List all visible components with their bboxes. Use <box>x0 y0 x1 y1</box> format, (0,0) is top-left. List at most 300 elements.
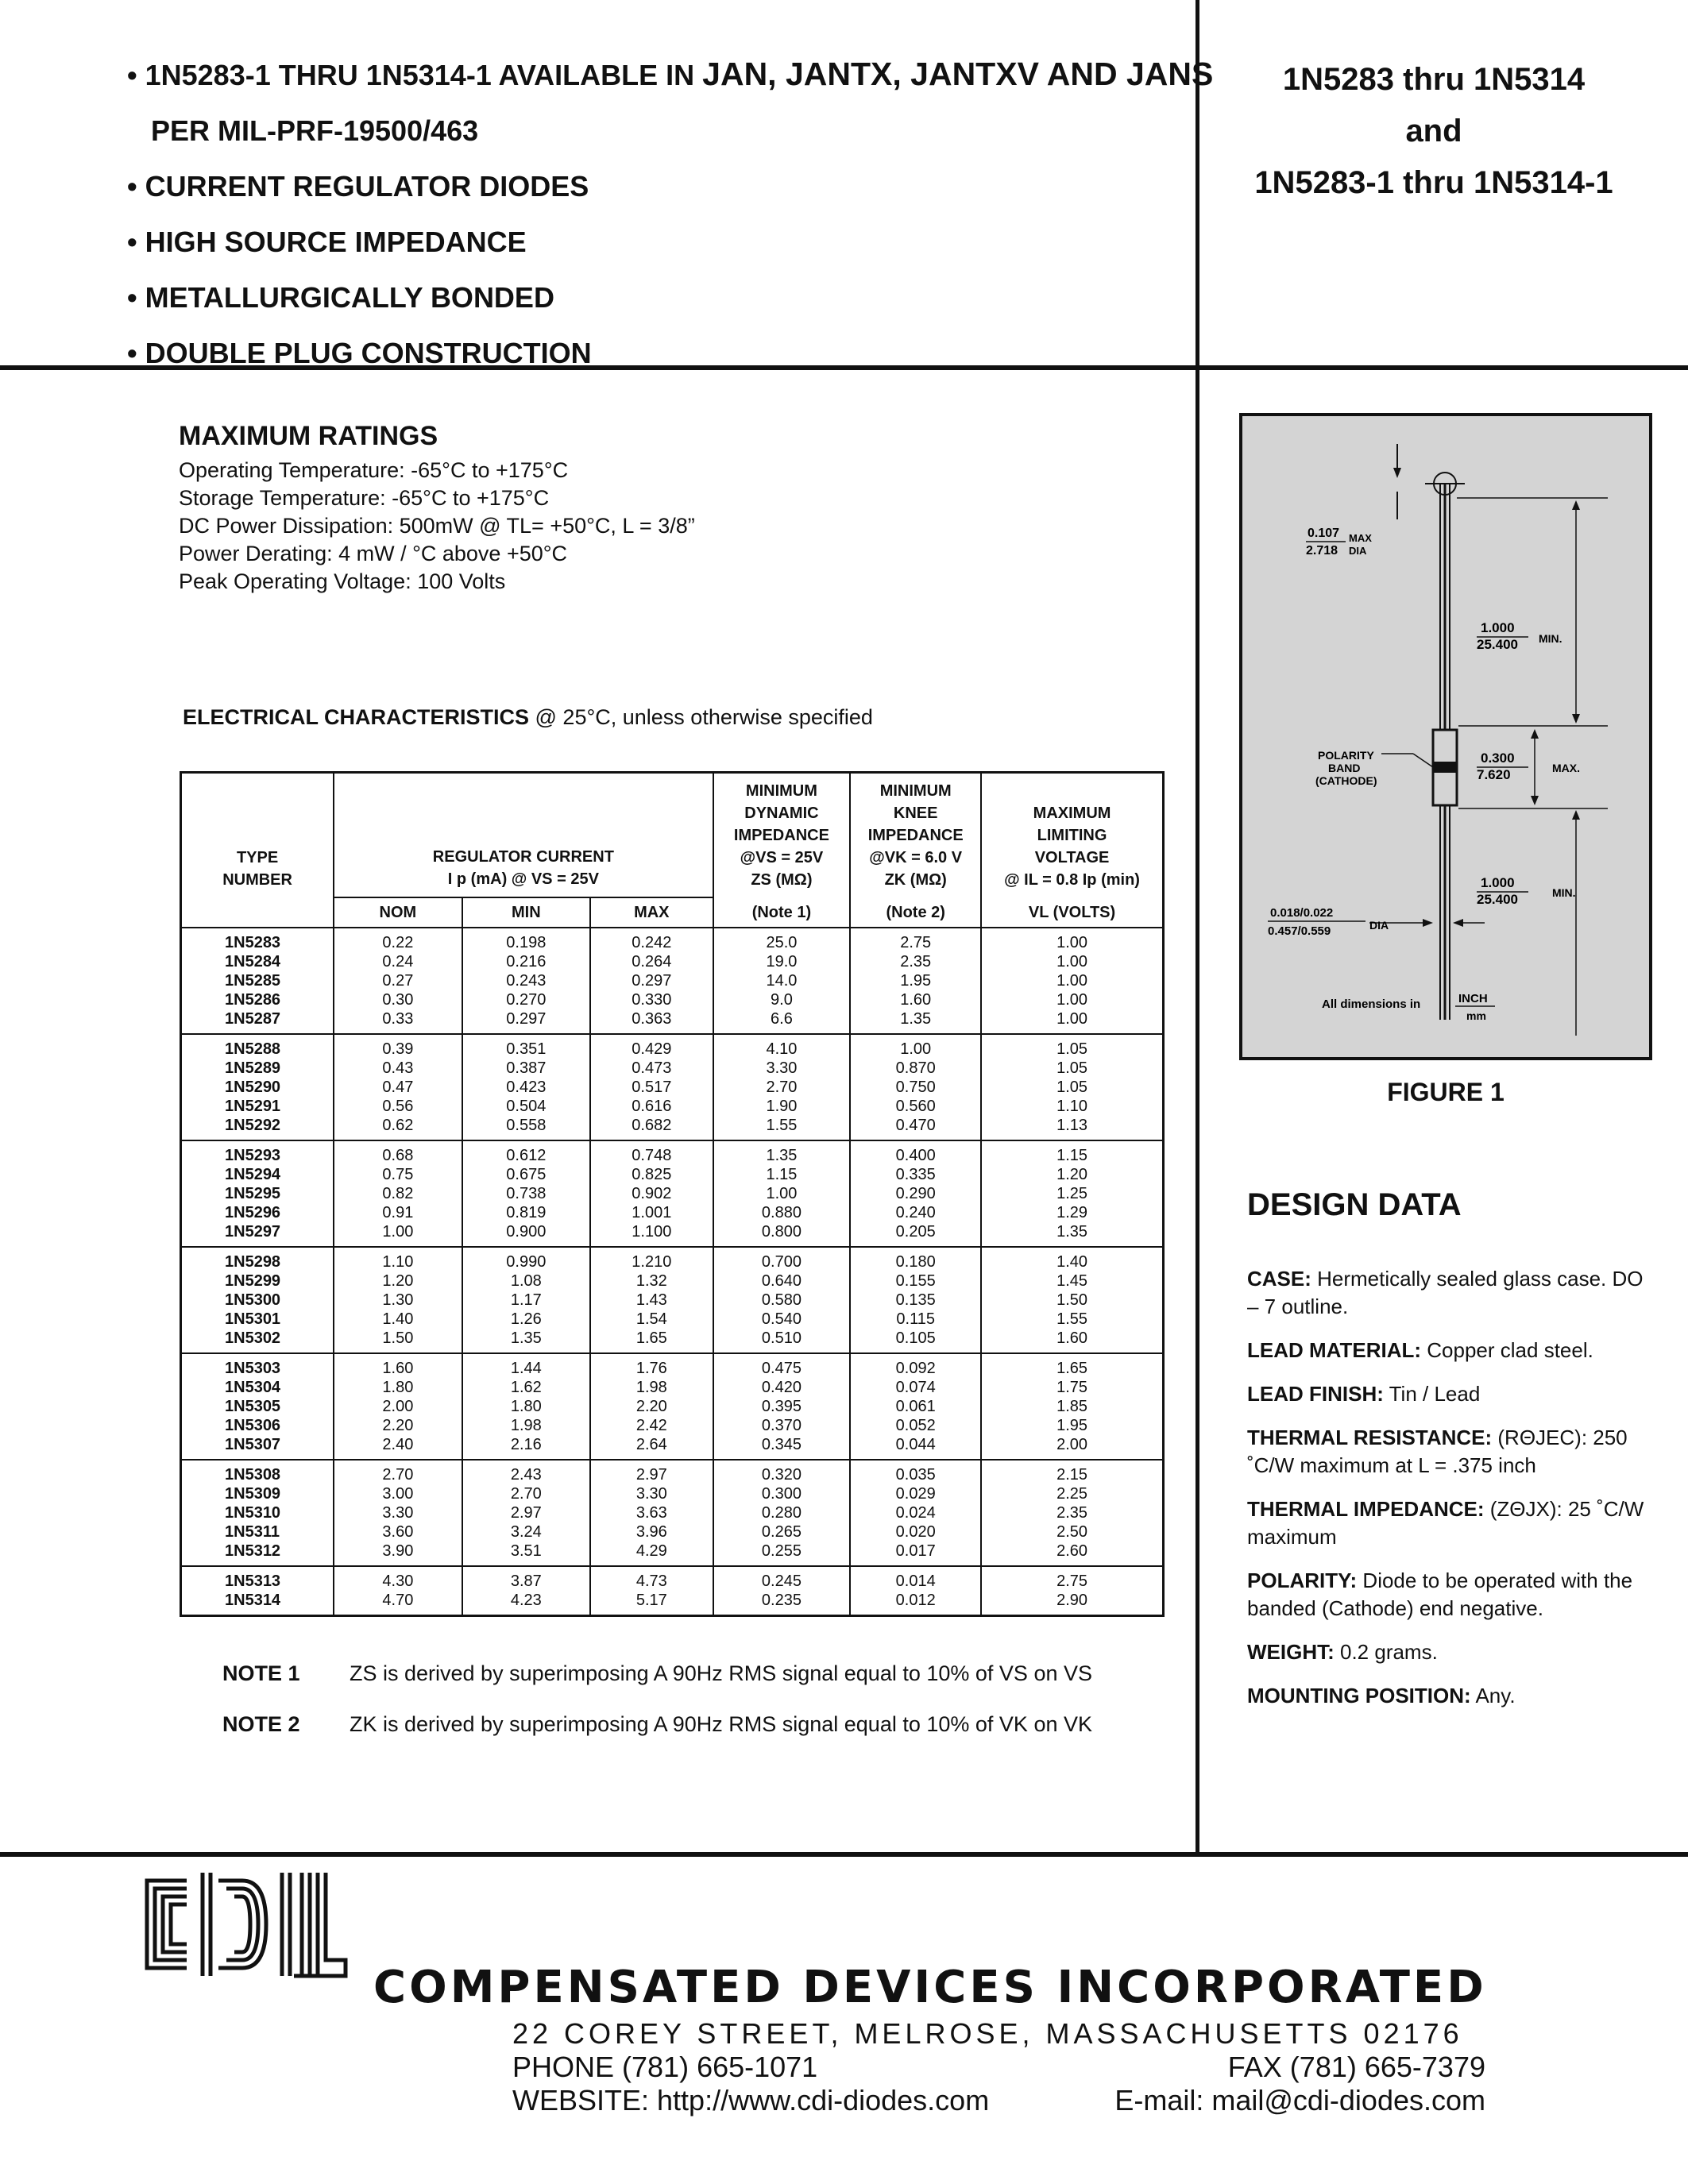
type-number-cell: 1N5284 <box>181 952 334 971</box>
value-cell: 0.240 <box>850 1203 981 1222</box>
type-number-cell: 1N5307 <box>181 1435 334 1460</box>
value-cell: 1.62 <box>462 1378 590 1397</box>
logo-text: cdi <box>131 1865 133 1866</box>
design-key: LEAD FINISH: <box>1247 1382 1384 1406</box>
footer-divider <box>0 1852 1688 1857</box>
table-row <box>181 1522 1164 1542</box>
value-cell: 0.300 <box>713 1484 851 1503</box>
value-cell: 3.30 <box>334 1503 462 1522</box>
design-key: POLARITY: <box>1247 1569 1358 1592</box>
value-cell: 0.870 <box>850 1059 981 1078</box>
polarity-label-1: POLARITY <box>1318 749 1374 762</box>
value-cell: 0.243 <box>462 971 590 990</box>
value-cell: 1.75 <box>981 1378 1163 1397</box>
value-cell: 5.17 <box>590 1591 713 1616</box>
value-cell: 0.363 <box>590 1009 713 1034</box>
type-number-cell: 1N5287 <box>181 1009 334 1034</box>
table-row <box>181 1566 1164 1591</box>
type-number-cell: 1N5308 <box>181 1460 334 1484</box>
design-value: 0.2 grams. <box>1334 1640 1438 1664</box>
value-cell: 0.475 <box>713 1353 851 1378</box>
value-cell: 1.00 <box>981 952 1163 971</box>
value-cell: 1.65 <box>590 1329 713 1353</box>
rating-line: Power Derating: 4 mW / °C above +50°C <box>179 542 568 565</box>
header-line: MINIMUM <box>879 782 952 800</box>
type-number-cell: 1N5299 <box>181 1271 334 1291</box>
value-cell: 0.345 <box>713 1435 851 1460</box>
value-cell: 2.00 <box>334 1397 462 1416</box>
value-cell: 0.044 <box>850 1435 981 1460</box>
table-row <box>181 1484 1164 1503</box>
feature-bullet <box>127 214 1213 270</box>
value-cell: 0.420 <box>713 1378 851 1397</box>
table-row <box>181 1542 1164 1566</box>
value-cell: 3.30 <box>590 1484 713 1503</box>
value-cell: 0.558 <box>462 1116 590 1140</box>
dim-body-mm: 7.620 <box>1477 767 1511 782</box>
value-cell: 19.0 <box>713 952 851 971</box>
header-sub-max: MAX <box>590 897 713 928</box>
value-cell: 0.47 <box>334 1078 462 1097</box>
value-cell: 0.020 <box>850 1522 981 1542</box>
value-cell: 2.25 <box>981 1484 1163 1503</box>
value-cell: 2.16 <box>462 1435 590 1460</box>
dim-bottom-len-inch: 1.000 <box>1481 875 1515 890</box>
units-mm: mm <box>1466 1009 1486 1022</box>
rating-line: Operating Temperature: -65°C to +175°C <box>179 458 569 482</box>
value-cell: 1.10 <box>981 1097 1163 1116</box>
note-2 <box>222 1707 1092 1742</box>
notes <box>222 1656 1092 1758</box>
header-sub-vl: VL (VOLTS) <box>981 897 1163 928</box>
value-cell: 0.265 <box>713 1522 851 1542</box>
value-cell: 2.70 <box>462 1484 590 1503</box>
value-cell: 0.320 <box>713 1460 851 1484</box>
header-limiting <box>981 773 1163 898</box>
value-cell: 1.05 <box>981 1078 1163 1097</box>
value-cell: 3.90 <box>334 1542 462 1566</box>
value-cell: 2.40 <box>334 1435 462 1460</box>
header-sub-min: MIN <box>462 897 590 928</box>
type-number-cell: 1N5286 <box>181 990 334 1009</box>
design-item <box>1247 1638 1660 1666</box>
value-cell: 0.504 <box>462 1097 590 1116</box>
feature-bullets <box>127 46 1213 381</box>
table-row <box>181 971 1164 990</box>
units-note: All dimensions in <box>1322 997 1421 1011</box>
value-cell: 9.0 <box>713 990 851 1009</box>
value-cell: 1.15 <box>713 1165 851 1184</box>
value-cell: 1.35 <box>713 1140 851 1165</box>
design-value: Hermetically sealed glass case. DO – 7 outline. <box>1247 1267 1644 1318</box>
value-cell: 0.014 <box>850 1566 981 1591</box>
header-line: IMPEDANCE <box>867 827 964 844</box>
type-number-cell: 1N5297 <box>181 1222 334 1247</box>
design-value: Diode to be operated with the banded (Cathode) end negative. <box>1247 1569 1633 1620</box>
value-cell: 4.30 <box>334 1566 462 1591</box>
value-cell: 0.700 <box>713 1247 851 1271</box>
value-cell: 4.73 <box>590 1566 713 1591</box>
value-cell: 2.20 <box>590 1397 713 1416</box>
value-cell: 0.024 <box>850 1503 981 1522</box>
value-cell: 6.6 <box>713 1009 851 1034</box>
bullet-text: PER MIL-PRF-19500/463 <box>151 114 479 147</box>
units-inch: INCH <box>1458 992 1488 1005</box>
note-label: NOTE 2 <box>222 1712 300 1736</box>
value-cell: 4.70 <box>334 1591 462 1616</box>
electrical-heading-rest: @ 25°C, unless otherwise specified <box>529 705 873 729</box>
bullet-text: • CURRENT REGULATOR DIODES <box>127 170 589 203</box>
value-cell: 1.40 <box>334 1310 462 1329</box>
value-cell: 0.297 <box>462 1009 590 1034</box>
design-item <box>1247 1567 1660 1623</box>
street-address: 22 COREY STREET, MELROSE, MASSACHUSETTS 02176 <box>512 2017 1463 2050</box>
value-cell: 1.210 <box>590 1247 713 1271</box>
value-cell: 0.900 <box>462 1222 590 1247</box>
value-cell: 1.54 <box>590 1310 713 1329</box>
type-number-cell: 1N5304 <box>181 1378 334 1397</box>
value-cell: 0.750 <box>850 1078 981 1097</box>
table-row <box>181 1247 1164 1271</box>
dim-lead-dia-max: MAX <box>1349 532 1372 544</box>
electrical-heading <box>183 705 873 730</box>
table-row <box>181 1078 1164 1097</box>
value-cell: 0.612 <box>462 1140 590 1165</box>
value-cell: 0.75 <box>334 1165 462 1184</box>
design-item <box>1247 1424 1660 1480</box>
design-item <box>1247 1495 1660 1551</box>
value-cell: 3.51 <box>462 1542 590 1566</box>
value-cell: 0.135 <box>850 1291 981 1310</box>
title-line-2: and <box>1405 114 1462 149</box>
design-key: CASE: <box>1247 1267 1311 1291</box>
type-number-cell: 1N5314 <box>181 1591 334 1616</box>
table-row <box>181 1378 1164 1397</box>
value-cell: 0.245 <box>713 1566 851 1591</box>
header-dynamic <box>713 773 851 898</box>
header-line: @VK = 6.0 V <box>869 849 963 866</box>
value-cell: 0.82 <box>334 1184 462 1203</box>
table-row <box>181 952 1164 971</box>
value-cell: 0.682 <box>590 1116 713 1140</box>
value-cell: 2.97 <box>590 1460 713 1484</box>
dim-wire-mm: 0.457/0.559 <box>1268 924 1331 938</box>
value-cell: 2.50 <box>981 1522 1163 1542</box>
feature-bullet <box>127 103 1213 159</box>
table-row <box>181 1203 1164 1222</box>
type-number-cell: 1N5292 <box>181 1116 334 1140</box>
value-cell: 0.105 <box>850 1329 981 1353</box>
value-cell: 1.15 <box>981 1140 1163 1165</box>
value-cell: 1.76 <box>590 1353 713 1378</box>
value-cell: 0.330 <box>590 990 713 1009</box>
phone: PHONE (781) 665-1071 <box>512 2051 818 2083</box>
header-sub-type <box>181 897 334 928</box>
value-cell: 3.00 <box>334 1484 462 1503</box>
note-text: ZK is derived by superimposing A 90Hz RMS signal equal to 10% of VK on VK <box>350 1712 1092 1736</box>
feature-bullet <box>127 326 1213 381</box>
dim-top-len-inch: 1.000 <box>1481 620 1515 635</box>
type-number-cell: 1N5289 <box>181 1059 334 1078</box>
table-row <box>181 1435 1164 1460</box>
value-cell: 0.39 <box>334 1034 462 1059</box>
value-cell: 1.98 <box>590 1378 713 1397</box>
value-cell: 1.80 <box>462 1397 590 1416</box>
value-cell: 0.470 <box>850 1116 981 1140</box>
fax: FAX (781) 665-7379 <box>1227 2051 1485 2083</box>
design-value: Any. <box>1470 1684 1516 1707</box>
value-cell: 1.00 <box>981 928 1163 952</box>
value-cell: 0.24 <box>334 952 462 971</box>
dim-lead-dia-inch: 0.107 <box>1308 527 1340 540</box>
table-row <box>181 1140 1164 1165</box>
header-line: MAXIMUM <box>1033 805 1111 822</box>
dim-top-len-mm: 25.400 <box>1477 637 1518 652</box>
design-key: WEIGHT: <box>1247 1640 1335 1664</box>
value-cell: 0.56 <box>334 1097 462 1116</box>
header-line: DYNAMIC <box>744 805 819 822</box>
value-cell: 1.98 <box>462 1416 590 1435</box>
value-cell: 1.45 <box>981 1271 1163 1291</box>
header-sub-note1: (Note 1) <box>713 897 851 928</box>
design-key: MOUNTING POSITION: <box>1247 1684 1471 1707</box>
type-number-cell: 1N5309 <box>181 1484 334 1503</box>
table-row <box>181 1416 1164 1435</box>
value-cell: 1.95 <box>981 1416 1163 1435</box>
value-cell: 0.255 <box>713 1542 851 1566</box>
value-cell: 1.20 <box>334 1271 462 1291</box>
type-number-cell: 1N5293 <box>181 1140 334 1165</box>
note-label: NOTE 1 <box>222 1661 300 1685</box>
header-sub-nom: NOM <box>334 897 462 928</box>
value-cell: 2.60 <box>981 1542 1163 1566</box>
value-cell: 1.50 <box>334 1329 462 1353</box>
value-cell: 3.63 <box>590 1503 713 1522</box>
value-cell: 2.90 <box>981 1591 1163 1616</box>
value-cell: 0.297 <box>590 971 713 990</box>
value-cell: 0.22 <box>334 928 462 952</box>
type-number-cell: 1N5294 <box>181 1165 334 1184</box>
bullet-text: • HIGH SOURCE IMPEDANCE <box>127 226 527 258</box>
type-number-cell: 1N5312 <box>181 1542 334 1566</box>
value-cell: 1.43 <box>590 1291 713 1310</box>
table-row <box>181 1591 1164 1616</box>
type-number-cell: 1N5290 <box>181 1078 334 1097</box>
design-value: (ZΘJX): 25 ˚C/W maximum <box>1247 1497 1644 1549</box>
type-number-cell: 1N5301 <box>181 1310 334 1329</box>
type-number-cell: 1N5288 <box>181 1034 334 1059</box>
header-line: @ IL = 0.8 Ip (min) <box>1004 871 1140 889</box>
bullet-text: • DOUBLE PLUG CONSTRUCTION <box>127 337 592 369</box>
value-cell: 0.473 <box>590 1059 713 1078</box>
note-1 <box>222 1656 1092 1691</box>
title-line-3: 1N5283-1 thru 1N5314-1 <box>1254 165 1613 200</box>
table-row <box>181 1034 1164 1059</box>
value-cell: 1.05 <box>981 1059 1163 1078</box>
value-cell: 0.902 <box>590 1184 713 1203</box>
rating-line: Peak Operating Voltage: 100 Volts <box>179 569 506 593</box>
value-cell: 0.198 <box>462 928 590 952</box>
table-row <box>181 1116 1164 1140</box>
value-cell: 0.91 <box>334 1203 462 1222</box>
value-cell: 1.08 <box>462 1271 590 1291</box>
value-cell: 14.0 <box>713 971 851 990</box>
value-cell: 0.423 <box>462 1078 590 1097</box>
value-cell: 0.351 <box>462 1034 590 1059</box>
dim-bottom-len-mm: 25.400 <box>1477 892 1518 907</box>
value-cell: 0.738 <box>462 1184 590 1203</box>
bullet-text-large: JAN, JANTX, JANTXV AND JANS <box>702 56 1214 92</box>
value-cell: 4.29 <box>590 1542 713 1566</box>
table-row <box>181 1059 1164 1078</box>
type-number-cell: 1N5296 <box>181 1203 334 1222</box>
value-cell: 1.35 <box>462 1329 590 1353</box>
value-cell: 0.035 <box>850 1460 981 1484</box>
value-cell: 0.990 <box>462 1247 590 1271</box>
company-name: COMPENSATED DEVICES INCORPORATED <box>373 1962 1487 2013</box>
value-cell: 1.55 <box>713 1116 851 1140</box>
header-line: @VS = 25V <box>740 849 824 866</box>
value-cell: 0.800 <box>713 1222 851 1247</box>
header-line: ZK (MΩ) <box>884 871 947 889</box>
value-cell: 1.35 <box>981 1222 1163 1247</box>
value-cell: 2.15 <box>981 1460 1163 1484</box>
value-cell: 0.748 <box>590 1140 713 1165</box>
table-row <box>181 1291 1164 1310</box>
electrical-heading-bold: ELECTRICAL CHARACTERISTICS <box>183 705 530 729</box>
electrical-table <box>180 771 1165 1617</box>
type-number-cell: 1N5283 <box>181 928 334 952</box>
value-cell: 2.64 <box>590 1435 713 1460</box>
header-sub-note2: (Note 2) <box>850 897 981 928</box>
value-cell: 3.24 <box>462 1522 590 1542</box>
dim-wire-inch: 0.018/0.022 <box>1270 906 1334 920</box>
type-number-cell: 1N5302 <box>181 1329 334 1353</box>
value-cell: 0.560 <box>850 1097 981 1116</box>
value-cell: 3.30 <box>713 1059 851 1078</box>
value-cell: 25.0 <box>713 928 851 952</box>
type-number-cell: 1N5311 <box>181 1522 334 1542</box>
header-line: TYPE <box>236 849 279 866</box>
outline-figure <box>1239 413 1652 1060</box>
type-number-cell: 1N5306 <box>181 1416 334 1435</box>
value-cell: 0.68 <box>334 1140 462 1165</box>
design-item <box>1247 1682 1660 1710</box>
dim-body-max: MAX. <box>1552 762 1580 774</box>
value-cell: 1.10 <box>334 1247 462 1271</box>
value-cell: 1.95 <box>850 971 981 990</box>
value-cell: 1.80 <box>334 1378 462 1397</box>
value-cell: 1.00 <box>981 990 1163 1009</box>
design-value: (RΘJEC): 250 ˚C/W maximum at L = .375 inch <box>1247 1426 1628 1477</box>
value-cell: 1.001 <box>590 1203 713 1222</box>
value-cell: 4.23 <box>462 1591 590 1616</box>
value-cell: 2.43 <box>462 1460 590 1484</box>
website[interactable]: WEBSITE: http://www.cdi-diodes.com <box>512 2084 990 2116</box>
value-cell: 2.97 <box>462 1503 590 1522</box>
value-cell: 0.242 <box>590 928 713 952</box>
value-cell: 1.55 <box>981 1310 1163 1329</box>
value-cell: 2.20 <box>334 1416 462 1435</box>
cathode-band <box>1433 762 1457 773</box>
value-cell: 1.30 <box>334 1291 462 1310</box>
value-cell: 0.33 <box>334 1009 462 1034</box>
design-key: THERMAL RESISTANCE: <box>1247 1426 1493 1449</box>
value-cell: 2.42 <box>590 1416 713 1435</box>
note-text: ZS is derived by superimposing A 90Hz RMS signal equal to 10% of VS on VS <box>350 1661 1092 1685</box>
value-cell: 3.96 <box>590 1522 713 1542</box>
value-cell: 2.75 <box>850 928 981 952</box>
design-item <box>1247 1265 1660 1321</box>
value-cell: 1.00 <box>850 1034 981 1059</box>
value-cell: 1.60 <box>981 1329 1163 1353</box>
type-number-cell: 1N5291 <box>181 1097 334 1116</box>
value-cell: 1.00 <box>334 1222 462 1247</box>
value-cell: 1.65 <box>981 1353 1163 1378</box>
type-number-cell: 1N5305 <box>181 1397 334 1416</box>
header-line: ZS (MΩ) <box>751 871 813 889</box>
dim-top-len-min: MIN. <box>1539 632 1562 645</box>
feature-bullet <box>127 159 1213 214</box>
header-line: KNEE <box>893 805 938 822</box>
bullet-text: • 1N5283-1 THRU 1N5314-1 AVAILABLE IN <box>127 59 703 91</box>
header-regulator <box>334 773 713 898</box>
value-cell: 0.092 <box>850 1353 981 1378</box>
header-line: IMPEDANCE <box>733 827 829 844</box>
cdi-logo <box>131 1865 369 1988</box>
email[interactable]: E-mail: mail@cdi-diodes.com <box>1114 2084 1485 2116</box>
header-type <box>181 773 334 898</box>
value-cell: 2.00 <box>981 1435 1163 1460</box>
value-cell: 0.017 <box>850 1542 981 1566</box>
dim-lead-dia-mm: 2.718 <box>1306 544 1338 558</box>
rating-line: DC Power Dissipation: 500mW @ TL= +50°C, L = 3/8” <box>179 514 695 538</box>
value-cell: 0.517 <box>590 1078 713 1097</box>
cdi-logo-mark <box>131 1865 369 1984</box>
value-cell: 0.061 <box>850 1397 981 1416</box>
design-value: Tin / Lead <box>1383 1382 1481 1406</box>
design-item <box>1247 1337 1660 1364</box>
value-cell: 1.90 <box>713 1097 851 1116</box>
value-cell: 0.029 <box>850 1484 981 1503</box>
value-cell: 0.400 <box>850 1140 981 1165</box>
value-cell: 0.819 <box>462 1203 590 1222</box>
value-cell: 2.70 <box>334 1460 462 1484</box>
value-cell: 0.270 <box>462 990 590 1009</box>
figure-caption: FIGURE 1 <box>1387 1078 1505 1106</box>
type-number-cell: 1N5310 <box>181 1503 334 1522</box>
table-row <box>181 1097 1164 1116</box>
type-number-cell: 1N5313 <box>181 1566 334 1591</box>
value-cell: 0.825 <box>590 1165 713 1184</box>
value-cell: 0.216 <box>462 952 590 971</box>
table-row <box>181 1271 1164 1291</box>
header-line: NUMBER <box>222 871 292 889</box>
design-value: Copper clad steel. <box>1421 1338 1593 1362</box>
value-cell: 0.052 <box>850 1416 981 1435</box>
value-cell: 0.074 <box>850 1378 981 1397</box>
value-cell: 1.05 <box>981 1034 1163 1059</box>
value-cell: 1.60 <box>334 1353 462 1378</box>
value-cell: 0.180 <box>850 1247 981 1271</box>
table-row <box>181 1184 1164 1203</box>
value-cell: 1.32 <box>590 1271 713 1291</box>
header-line: I p (mA) @ VS = 25V <box>447 870 599 888</box>
value-cell: 1.44 <box>462 1353 590 1378</box>
table-row <box>181 1397 1164 1416</box>
value-cell: 1.50 <box>981 1291 1163 1310</box>
part-title <box>1199 54 1668 209</box>
